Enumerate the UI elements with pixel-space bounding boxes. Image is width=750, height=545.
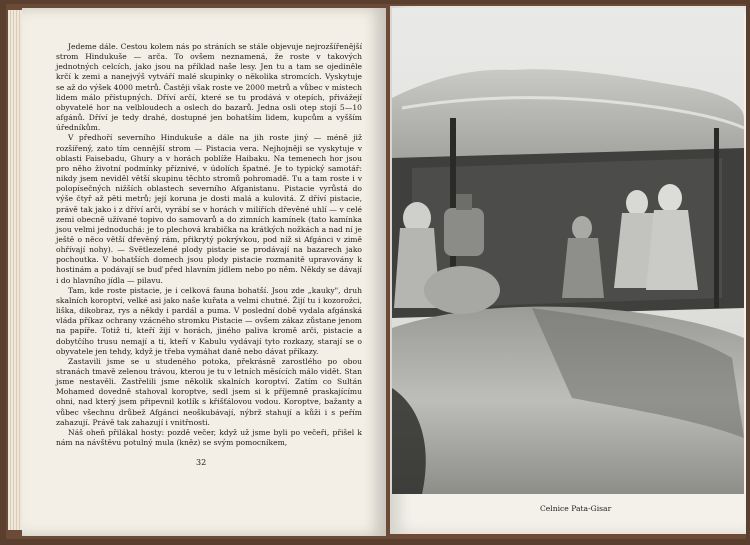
paragraph: Zastavili jsme se u studeného potoka, překrásně zarostlého po obou stranách tmavě zelenou trávou, kterou je tu v letních měsících málo vidět. Stan jsme nestavěli. Zastřelili jsme několik skalních koroptví. Zatím co Sultán Mohamed dovedně stahoval koroptve, sedl jsem si k příjemně praskajícímu ohni, nad který jsem připevnil kotlík s křišťálovou vodou. Koroptve, bažanty a vůbec všechnu drůbež Afgánci neoškubávají, nýbrž stahují a kůži i s peřím zahazují. Právě tak zahazují i vnitřnosti. (56, 356, 362, 427)
paragraph: Náš oheň přilákal hosty: pozdě večer, když už jsme byli po večeři, přišel k nám na návštěvu potulný mula (kněz) se svým pomocníkem, (56, 427, 362, 448)
paragraph: V předhoří severního Hindukuše a dále na jih roste jiný — méně již rozšířený, zato tím cennější strom — Pistacia vera. Nejhojněji se vyskytuje v oblasti Faisebadu, Ghury a v horách poblíže Haibaku. Na temenech hor jsou pro něho životní podmínky příznivé, v údolích špatné. Je to typický samotář: nikdy jsem neviděl větší skupinu těchto stromů pohromadě. Tu a tam roste i v polopísečných nižších oblastech severního Afganistanu. Pistacie vyrůstá do výše čtyř až pěti metrů; její koruna je dosti malá a kulovitá. Z dříví pistacie, právě tak jako i z dříví arči, vyrábí se v horách v milířích dřevěné uhlí — v celé zemi obecně užívané topivo do samovarů a do zimních kamínek (tato kamínka jsou velmi jednoduchá: je to plechová krabička na krátkých nožkách a nad ní je ještě o něco větší dřevěný rám, přikrytý pokrývkou, pod níž si Afgánci v zimě ohřívají nohy). — Světlezelené plody pistacie se prodávají na bazarech jako pochoutka. V bohatších domech jsou plody pistacie rozmanitě upravovány k hostinám a podávají se buď před hlavním jídlem nebo po něm. Někdy se dávají i do hlavního jídla — pilavu. (56, 133, 362, 285)
photo-caption: Celnice Pata-Gisar (540, 504, 612, 513)
paragraph: Tam, kde roste pistacie, je i celková fauna bohatší. Jsou zde „kauky", druh skalních koroptví, velké asi jako naše kuřata a velmi chutné. Žijí tu i kozorožci, liška, dikobraz, rys a někdy i pardál a puma. V poslední době vydala afgánská vláda příkaz ochrany vzácného stromku Pistacie — ovšem zákaz zůstane jenom na papíře. Totiž ti, kteří žijí v horách, jiného paliva kromě arči, pistacie a dobytčího trusu nemají a ti, kteří v Kabulu vydávají tyto rozkazy, starají se o obyvatele jen tehdy, když je třeba vymáhat daně nebo dávat příkazy. (56, 285, 362, 356)
samovar (444, 208, 484, 256)
photograph (392, 8, 744, 494)
paragraph: Jedeme dále. Cestou kolem nás po stráních se stále objevuje nejrozšířenější strom Hindukuše — arča. To ovšem neznamená, že roste v takových jednotných celcích, jako jsou na příklad naše lesy. Jen tu a tam se ojediněle krčí k zemi a nanejvýš vytváří malé skupinky o několika stromcích. Vyskytuje se až do výšek 4000 metrů. Častěji však roste ve 2000 metrů a vůbec v místech lidem málo přístupných. Dříví arčí, které se tu prodává v otepích, přivážejí obyvatelé hor na velbloudech a oslech do bazarů. Jedna osli otep stojí 5—10 afgánů. Dříví je tedy drahé, dostupné jen bohatším lidem, kupcům a vyšším úředníkům. (56, 42, 362, 133)
body-text (56, 42, 362, 448)
page-number: 32 (196, 458, 207, 467)
customs-house-photo (392, 8, 744, 494)
